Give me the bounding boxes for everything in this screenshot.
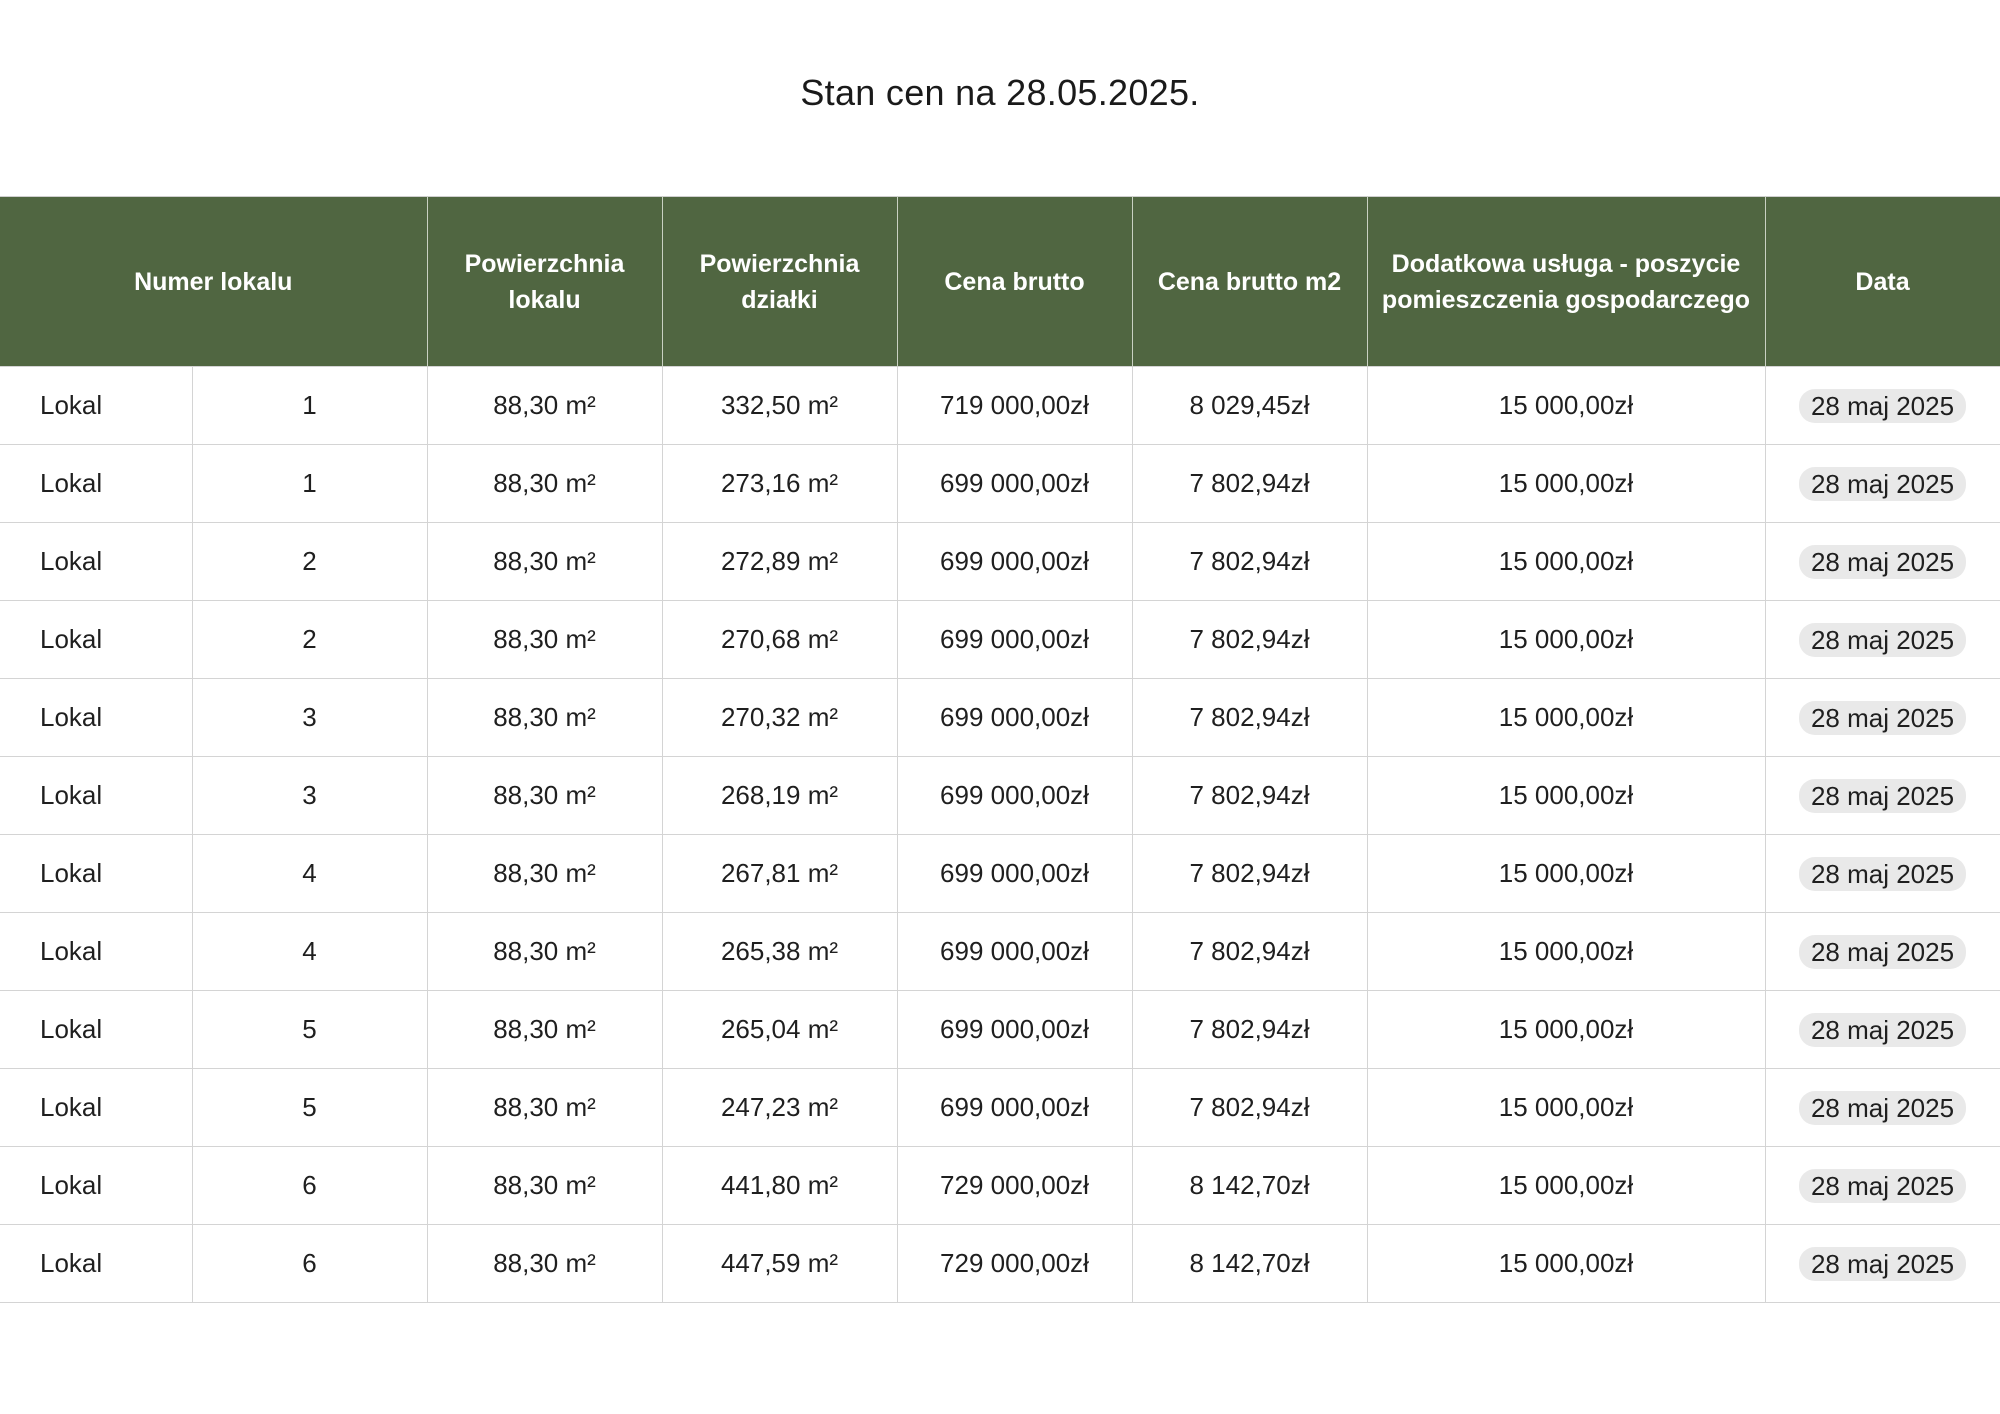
cell-dodatkowa-usluga: 15 000,00zł [1367, 835, 1765, 913]
cell-cena-brutto: 699 000,00zł [897, 679, 1132, 757]
header-data: Data [1765, 197, 2000, 367]
date-badge: 28 maj 2025 [1799, 623, 1966, 657]
table-row [0, 445, 2000, 523]
cell-powierzchnia-lokalu: 88,30 m² [427, 757, 662, 835]
cell-powierzchnia-dzialki: 272,89 m² [662, 523, 897, 601]
cell-dodatkowa-usluga: 15 000,00zł [1367, 601, 1765, 679]
cell-typ: Lokal [0, 445, 192, 523]
table-row [0, 835, 2000, 913]
cell-powierzchnia-lokalu: 88,30 m² [427, 1147, 662, 1225]
cell-powierzchnia-dzialki: 247,23 m² [662, 1069, 897, 1147]
cell-numer: 3 [192, 757, 427, 835]
cell-data [1765, 367, 2000, 445]
date-badge: 28 maj 2025 [1799, 1169, 1966, 1203]
cell-dodatkowa-usluga: 15 000,00zł [1367, 757, 1765, 835]
cell-powierzchnia-dzialki: 268,19 m² [662, 757, 897, 835]
cell-powierzchnia-dzialki: 447,59 m² [662, 1225, 897, 1303]
header-cena-brutto-m2: Cena brutto m2 [1132, 197, 1367, 367]
table-row [0, 523, 2000, 601]
cell-dodatkowa-usluga: 15 000,00zł [1367, 367, 1765, 445]
cell-typ: Lokal [0, 523, 192, 601]
cell-dodatkowa-usluga: 15 000,00zł [1367, 991, 1765, 1069]
date-badge: 28 maj 2025 [1799, 389, 1966, 423]
table-row [0, 601, 2000, 679]
header-dodatkowa-usluga: Dodatkowa usługa - poszycie pomieszczenia gospodarczego [1367, 197, 1765, 367]
cell-dodatkowa-usluga: 15 000,00zł [1367, 1069, 1765, 1147]
date-badge: 28 maj 2025 [1799, 1091, 1966, 1125]
cell-powierzchnia-lokalu: 88,30 m² [427, 679, 662, 757]
cell-powierzchnia-dzialki: 270,68 m² [662, 601, 897, 679]
cell-cena-brutto: 699 000,00zł [897, 1069, 1132, 1147]
table-row [0, 1069, 2000, 1147]
cell-powierzchnia-lokalu: 88,30 m² [427, 601, 662, 679]
cell-numer: 2 [192, 523, 427, 601]
cell-data [1765, 1225, 2000, 1303]
cell-cena-brutto-m2: 7 802,94zł [1132, 913, 1367, 991]
cell-cena-brutto-m2: 7 802,94zł [1132, 523, 1367, 601]
cell-cena-brutto: 699 000,00zł [897, 991, 1132, 1069]
date-badge: 28 maj 2025 [1799, 467, 1966, 501]
cell-numer: 5 [192, 991, 427, 1069]
date-badge: 28 maj 2025 [1799, 935, 1966, 969]
table-row [0, 679, 2000, 757]
cell-powierzchnia-dzialki: 270,32 m² [662, 679, 897, 757]
cell-data [1765, 445, 2000, 523]
cell-cena-brutto: 729 000,00zł [897, 1147, 1132, 1225]
cell-cena-brutto: 729 000,00zł [897, 1225, 1132, 1303]
cell-data [1765, 991, 2000, 1069]
cell-powierzchnia-lokalu: 88,30 m² [427, 523, 662, 601]
cell-typ: Lokal [0, 757, 192, 835]
page-title: Stan cen na 28.05.2025. [800, 72, 1200, 113]
cell-dodatkowa-usluga: 15 000,00zł [1367, 1225, 1765, 1303]
header-powierzchnia-dzialki: Powierzchnia działki [662, 197, 897, 367]
cell-cena-brutto: 699 000,00zł [897, 445, 1132, 523]
cell-powierzchnia-dzialki: 273,16 m² [662, 445, 897, 523]
cell-powierzchnia-lokalu: 88,30 m² [427, 835, 662, 913]
cell-powierzchnia-lokalu: 88,30 m² [427, 367, 662, 445]
date-badge: 28 maj 2025 [1799, 779, 1966, 813]
cell-cena-brutto-m2: 8 142,70zł [1132, 1147, 1367, 1225]
cell-typ: Lokal [0, 601, 192, 679]
table-row [0, 367, 2000, 445]
price-table [0, 196, 2000, 1303]
cell-dodatkowa-usluga: 15 000,00zł [1367, 913, 1765, 991]
cell-powierzchnia-dzialki: 265,38 m² [662, 913, 897, 991]
cell-powierzchnia-dzialki: 441,80 m² [662, 1147, 897, 1225]
cell-powierzchnia-lokalu: 88,30 m² [427, 1225, 662, 1303]
cell-typ: Lokal [0, 679, 192, 757]
cell-typ: Lokal [0, 991, 192, 1069]
cell-cena-brutto: 719 000,00zł [897, 367, 1132, 445]
cell-data [1765, 679, 2000, 757]
cell-powierzchnia-lokalu: 88,30 m² [427, 1069, 662, 1147]
table-row [0, 1225, 2000, 1303]
cell-cena-brutto: 699 000,00zł [897, 913, 1132, 991]
table-header-row [0, 197, 2000, 367]
cell-powierzchnia-dzialki: 265,04 m² [662, 991, 897, 1069]
cell-numer: 4 [192, 835, 427, 913]
cell-cena-brutto-m2: 8 142,70zł [1132, 1225, 1367, 1303]
date-badge: 28 maj 2025 [1799, 1013, 1966, 1047]
cell-data [1765, 1147, 2000, 1225]
cell-dodatkowa-usluga: 15 000,00zł [1367, 523, 1765, 601]
cell-cena-brutto: 699 000,00zł [897, 757, 1132, 835]
cell-dodatkowa-usluga: 15 000,00zł [1367, 1147, 1765, 1225]
cell-numer: 1 [192, 367, 427, 445]
cell-data [1765, 757, 2000, 835]
cell-cena-brutto: 699 000,00zł [897, 523, 1132, 601]
table-row [0, 757, 2000, 835]
cell-numer: 6 [192, 1225, 427, 1303]
date-badge: 28 maj 2025 [1799, 1247, 1966, 1281]
cell-data [1765, 913, 2000, 991]
cell-typ: Lokal [0, 913, 192, 991]
cell-typ: Lokal [0, 1069, 192, 1147]
cell-typ: Lokal [0, 835, 192, 913]
cell-cena-brutto-m2: 7 802,94zł [1132, 601, 1367, 679]
header-numer-lokalu: Numer lokalu [0, 197, 427, 367]
cell-powierzchnia-lokalu: 88,30 m² [427, 445, 662, 523]
cell-cena-brutto-m2: 7 802,94zł [1132, 445, 1367, 523]
cell-data [1765, 523, 2000, 601]
date-badge: 28 maj 2025 [1799, 857, 1966, 891]
cell-data [1765, 835, 2000, 913]
cell-numer: 1 [192, 445, 427, 523]
table-row [0, 913, 2000, 991]
table-body [0, 367, 2000, 1303]
table-row [0, 991, 2000, 1069]
cell-numer: 5 [192, 1069, 427, 1147]
cell-cena-brutto-m2: 8 029,45zł [1132, 367, 1367, 445]
cell-typ: Lokal [0, 367, 192, 445]
cell-cena-brutto-m2: 7 802,94zł [1132, 1069, 1367, 1147]
cell-powierzchnia-dzialki: 332,50 m² [662, 367, 897, 445]
cell-cena-brutto-m2: 7 802,94zł [1132, 757, 1367, 835]
cell-powierzchnia-dzialki: 267,81 m² [662, 835, 897, 913]
cell-numer: 4 [192, 913, 427, 991]
cell-cena-brutto: 699 000,00zł [897, 835, 1132, 913]
cell-data [1765, 601, 2000, 679]
cell-cena-brutto-m2: 7 802,94zł [1132, 991, 1367, 1069]
cell-powierzchnia-lokalu: 88,30 m² [427, 991, 662, 1069]
cell-powierzchnia-lokalu: 88,30 m² [427, 913, 662, 991]
cell-cena-brutto-m2: 7 802,94zł [1132, 835, 1367, 913]
cell-dodatkowa-usluga: 15 000,00zł [1367, 679, 1765, 757]
cell-numer: 3 [192, 679, 427, 757]
cell-typ: Lokal [0, 1225, 192, 1303]
cell-data [1765, 1069, 2000, 1147]
cell-cena-brutto: 699 000,00zł [897, 601, 1132, 679]
cell-numer: 6 [192, 1147, 427, 1225]
cell-cena-brutto-m2: 7 802,94zł [1132, 679, 1367, 757]
header-powierzchnia-lokalu: Powierzchnia lokalu [427, 197, 662, 367]
date-badge: 28 maj 2025 [1799, 545, 1966, 579]
header-cena-brutto: Cena brutto [897, 197, 1132, 367]
cell-numer: 2 [192, 601, 427, 679]
cell-typ: Lokal [0, 1147, 192, 1225]
date-badge: 28 maj 2025 [1799, 701, 1966, 735]
cell-dodatkowa-usluga: 15 000,00zł [1367, 445, 1765, 523]
table-row [0, 1147, 2000, 1225]
